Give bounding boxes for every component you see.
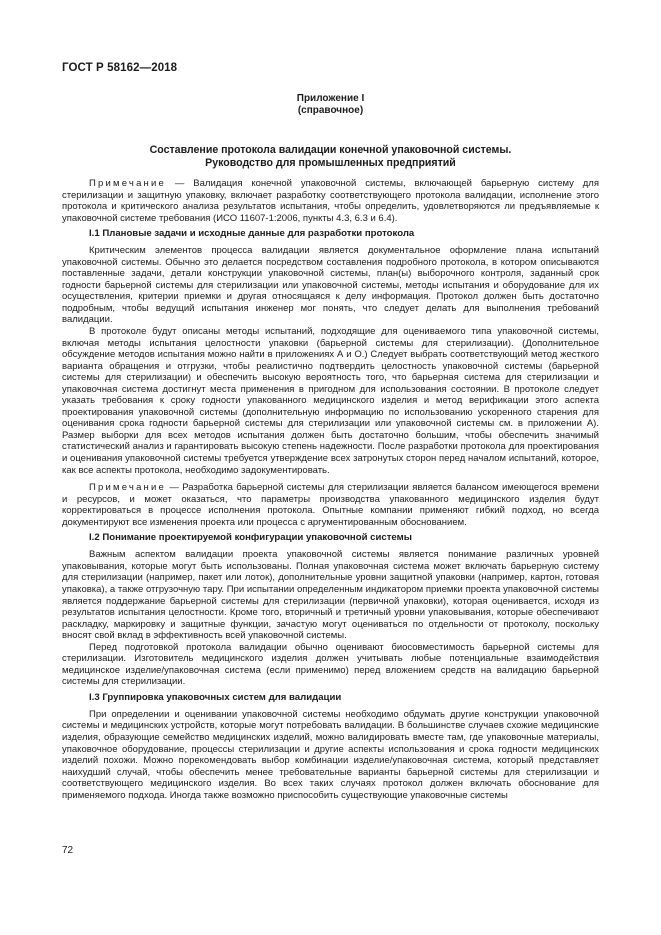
title-line-1: Составление протокола валидации конечной упаковочной системы. — [149, 144, 512, 156]
paragraph: Важным аспектом валидации проекта упаковочной системы является понимание различных уровней упаковывания, которые могут быть использованы. Полная упаковочная система может включать барьерную систему для стерилизации (например, пакет или лоток), дополнительные уровни защитной упаковки (например, картон, готовая упаковка), а также отгрузочную тару. При испытании определенным индикатором приемки проекта упаковочной системы является поддержание барьерной системы для стерилизации (первичной упаковки), которая оценивается, исходя из результатов испытания целостности. Кроме того, вторичный и третичный уровни упаковывания, которые обеспечивают раскладку, маркировку и защитные функции, зачастую могут оцениваться по отдельности от протоколу, поскольку вносят свой вклад в эффективность всей упаковочной системы. — [62, 549, 599, 642]
paragraph: При определении и оценивании упаковочной системы необходимо обдумать другие конструкции упаковочной системы и медицинских устройств, которые могут потребовать валидации. В большинстве случаев схожие медицинские изделия, образующие семейство медицинских изделий, можно валидировать вместе там, где упаковочные материалы, упаковочное оборудование, процессы стерилизации и другие аспекты использования и срока годности медицинских изделий похожи. Можно порекомендовать выбор комбинации изделие/упаковочная система, который представляет наихудший случай, чтобы обеспечить менее требовательные варианты барьерной системы для стерилизации и соответствующего медицинского изделия. Во всех таких случаях протокол должен включать обоснование для применяемого подхода. Иногда также возможно приспособить существующие упаковочные системы — [62, 708, 599, 801]
section-heading-3: I.3 Группировка упаковочных систем для валидации — [89, 691, 342, 703]
note-text: — Разработка барьерной системы для стерилизации является балансом имеющегося времени и ресурсов, и может оказаться, что параметры производства упакованного медицинского изделия будут корректироваться в процессе исполнения протокола. Опытные компании применяют гибкий подход, но всегда документируют все изменения проекта или процесса с аргументированным обоснованием. — [62, 482, 599, 528]
document-id: ГОСТ Р 58162—2018 — [62, 62, 178, 74]
paragraph: Критическим элементов процесса валидации является документальное оформление плана испытаний упаковочной системы. Обычно это делается посредством составления подробного протокола, в котором описываются поставленные задачи, детали конструкции упаковочной системы, план(ы) выборочного контроля, заданный срок годности барьерной системы для стерилизации или упаковочной системы, методы испытания и оборудование для их осуществления, критерии приемки и другая относящаяся к делу информация. Протокол должен быть достаточно подробным, чтобы ведущий испытания инженер мог понять, что следует делать для выполнения требований валидации. — [62, 245, 599, 326]
note-label: Примечание — [89, 482, 166, 494]
appendix-heading — [62, 93, 599, 117]
appendix-label: Приложение I — [296, 93, 365, 104]
note-label: Примечание — [89, 178, 166, 189]
body-text — [62, 178, 599, 801]
note-text: — Валидация конечной упаковочной системы, включающей барьерную систему для стерилизации и защитную упаковку, включает разработку соответствующего протокола валидации, исполнение этого протокола и критического анализа результатов испытания, чтобы определить, удовлетворяются ли предъявляемые к упаковочной системе требования (ИСО 11607-1:2006, пункты 4.3, 6.3 и 6.4). — [62, 178, 599, 224]
section-heading-1: I.1 Плановые задачи и исходные данные для разработки протокола — [89, 228, 415, 240]
title-line-2: Руководство для промышленных предприятий — [205, 157, 456, 169]
appendix-type: (справочное) — [297, 105, 364, 116]
section-heading-2: I.2 Понимание проектируемой конфигурации упаковочной системы — [89, 532, 412, 544]
note-paragraph — [62, 482, 599, 528]
paragraph: Перед подготовкой протокола валидации обычно оценивают биосовместимость барьерной системы для стерилизации. Изготовитель медицинского изделия должен учитывать любые потенциальные взаимодействия медицинское изделие/упаковочная система (если применимо) перед вложением средств на валидацию барьерной системы для стерилизации. — [62, 641, 599, 688]
page-number: 72 — [62, 845, 74, 856]
appendix-title — [62, 144, 599, 170]
note-paragraph — [62, 178, 599, 224]
paragraph: В протоколе будут описаны методы испытаний, подходящие для оцениваемого типа упаковочной системы, включая методы испытания целостности упаковки (барьерной системы для стерилизации). (Дополнительное обсуждение методов испытания можно найти в приложениях А и О.) Следует выбрать соответствующий метод жесткого варианта обращения и отгрузки, чтобы реалистично подтвердить целостность упаковочной системы (барьерной системы для стерилизации) и обеспечить высокую вероятность того, что барьерная система для стерилизации и упаковочная система достигнут места применения в пригодном для использования состоянии. В протоколе следует указать требования к сроку годности упакованного медицинского изделия и метод верификации этого аспекта проектирования упаковочной системы (дополнительную информацию по использованию ускоренного старения для оценивания срока годности барьерной системы для стерилизации или упаковочной системы см. в приложении А). Размер выборки для всех методов испытания должен быть достаточно большим, чтобы обеспечить значимый статистический анализ и гарантировать высокую степень надежности. После разработки протокола для проектирования и оценивания упаковочной системы требуется утверждение всех затронутых сторон перед началом испытаний, которое, как все аспекты протокола, необходимо задокументировать. — [62, 326, 599, 476]
